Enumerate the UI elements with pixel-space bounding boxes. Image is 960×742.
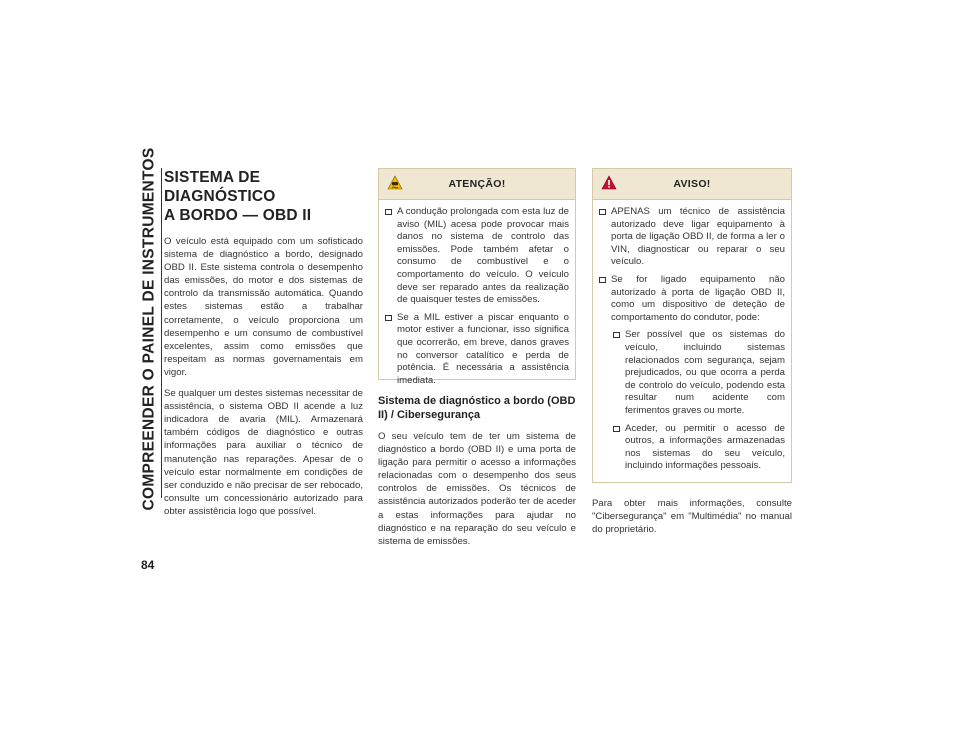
section-paragraph-2: Se qualquer um destes sistemas necessitar de assistência, o sistema OBD II acende a luz indicadora de avaria (MIL). Armazenará também códigos de diagnóstico e outras informações para auxiliar o técnico de manutenção nas reparações. Apesar de o veículo estar normalmente em condições de ser conduzido e não precisar de ser rebocado, consulte um concessionário autorizado para obter assistência logo que possível.	[164, 388, 363, 517]
closing-paragraph: Para obter mais informações, consulte "Cibersegurança" em "Multimédia" no manual do proprietário.	[592, 497, 792, 536]
car-skid-icon	[387, 175, 403, 191]
warning-subitem: Ser possível que os sistemas do veículo, incluindo sistemas relacionados com segurança, sejam prejudicados, ou que ocorra a perda de controlo do veículo, podendo esta resultar num acidente com ferimentos graves ou morte.	[613, 329, 785, 417]
warning-item: Se for ligado equipamento não autorizado à porta de ligação OBD II, como um dispositivo de deteção de comportamento do condutor, pode:	[599, 274, 785, 324]
bullet-square-icon	[599, 277, 606, 283]
attention-box	[378, 168, 576, 386]
attention-item: Se a MIL estiver a piscar enquanto o motor estiver a funcionar, isso significa que ocorrerão, em breve, danos graves no conversor catalítico e perda de potência. É necessária a assistência imediata.	[385, 312, 569, 388]
bullet-square-icon	[385, 315, 392, 321]
warning-triangle-icon	[601, 175, 617, 191]
warning-box	[592, 168, 792, 483]
warning-title: AVISO!	[673, 178, 711, 190]
chapter-divider-line	[161, 168, 162, 498]
warning-item: APENAS um técnico de assistência autorizado deve ligar equipamento à porta de ligação OBD II, de forma a ler o VIN, diagnosticar ou reparar o seu veículo.	[599, 206, 785, 269]
attention-header	[379, 169, 575, 200]
chapter-side-title: COMPREENDER O PAINEL DE INSTRUMENTOS	[141, 147, 158, 511]
bullet-square-icon	[385, 209, 392, 215]
column-left	[164, 168, 363, 526]
bullet-square-icon	[613, 426, 620, 432]
column-right	[592, 168, 792, 544]
page-number: 84	[141, 558, 155, 572]
bullet-square-icon	[613, 332, 620, 338]
bullet-square-icon	[599, 209, 606, 215]
column-middle	[378, 168, 576, 556]
cyber-subtitle: Sistema de diagnóstico a bordo (OBD II) / Cibersegurança	[378, 395, 576, 421]
warning-header	[593, 169, 791, 200]
attention-title: ATENÇÃO!	[448, 178, 506, 190]
section-paragraph-1: O veículo está equipado com um sofisticado sistema de diagnóstico a bordo, designado OBD II. Este sistema controla o desempenho das emissões, do motor e dos sistemas de controlo da transmissão automática. Quando estes sistemas estão a trabalhar corretamente, o veículo proporciona um desempenho e um consumo de combustível excelentes, assim como emissões que respeitam as normas governamentais em vigor.	[164, 236, 363, 378]
warning-subitem: Aceder, ou permitir o acesso de outros, a informações armazenadas nos sistemas do seu veículo, incluindo informações pessoais.	[613, 423, 785, 473]
attention-item: A condução prolongada com esta luz de aviso (MIL) acesa pode provocar mais danos no sistema de controlo das emissões. Pode também afetar o consumo de combustível e o comportamento do veículo. O veículo deve ser reparado antes da realização de quaisquer testes de emissões.	[385, 206, 569, 307]
section-title: SISTEMA DE DIAGNÓSTICO A BORDO — OBD II	[164, 169, 312, 224]
cyber-paragraph: O seu veículo tem de ter um sistema de diagnóstico a bordo (OBD II) e uma porta de ligação para permitir o acesso a informações relacionadas com o desempenho dos seus controlos de emissões. Os técnicos de assistência autorizados poderão ter de aceder a estas informações para ajudar no diagnóstico e na reparação do seu veículo e sistema de emissões.	[378, 431, 576, 547]
